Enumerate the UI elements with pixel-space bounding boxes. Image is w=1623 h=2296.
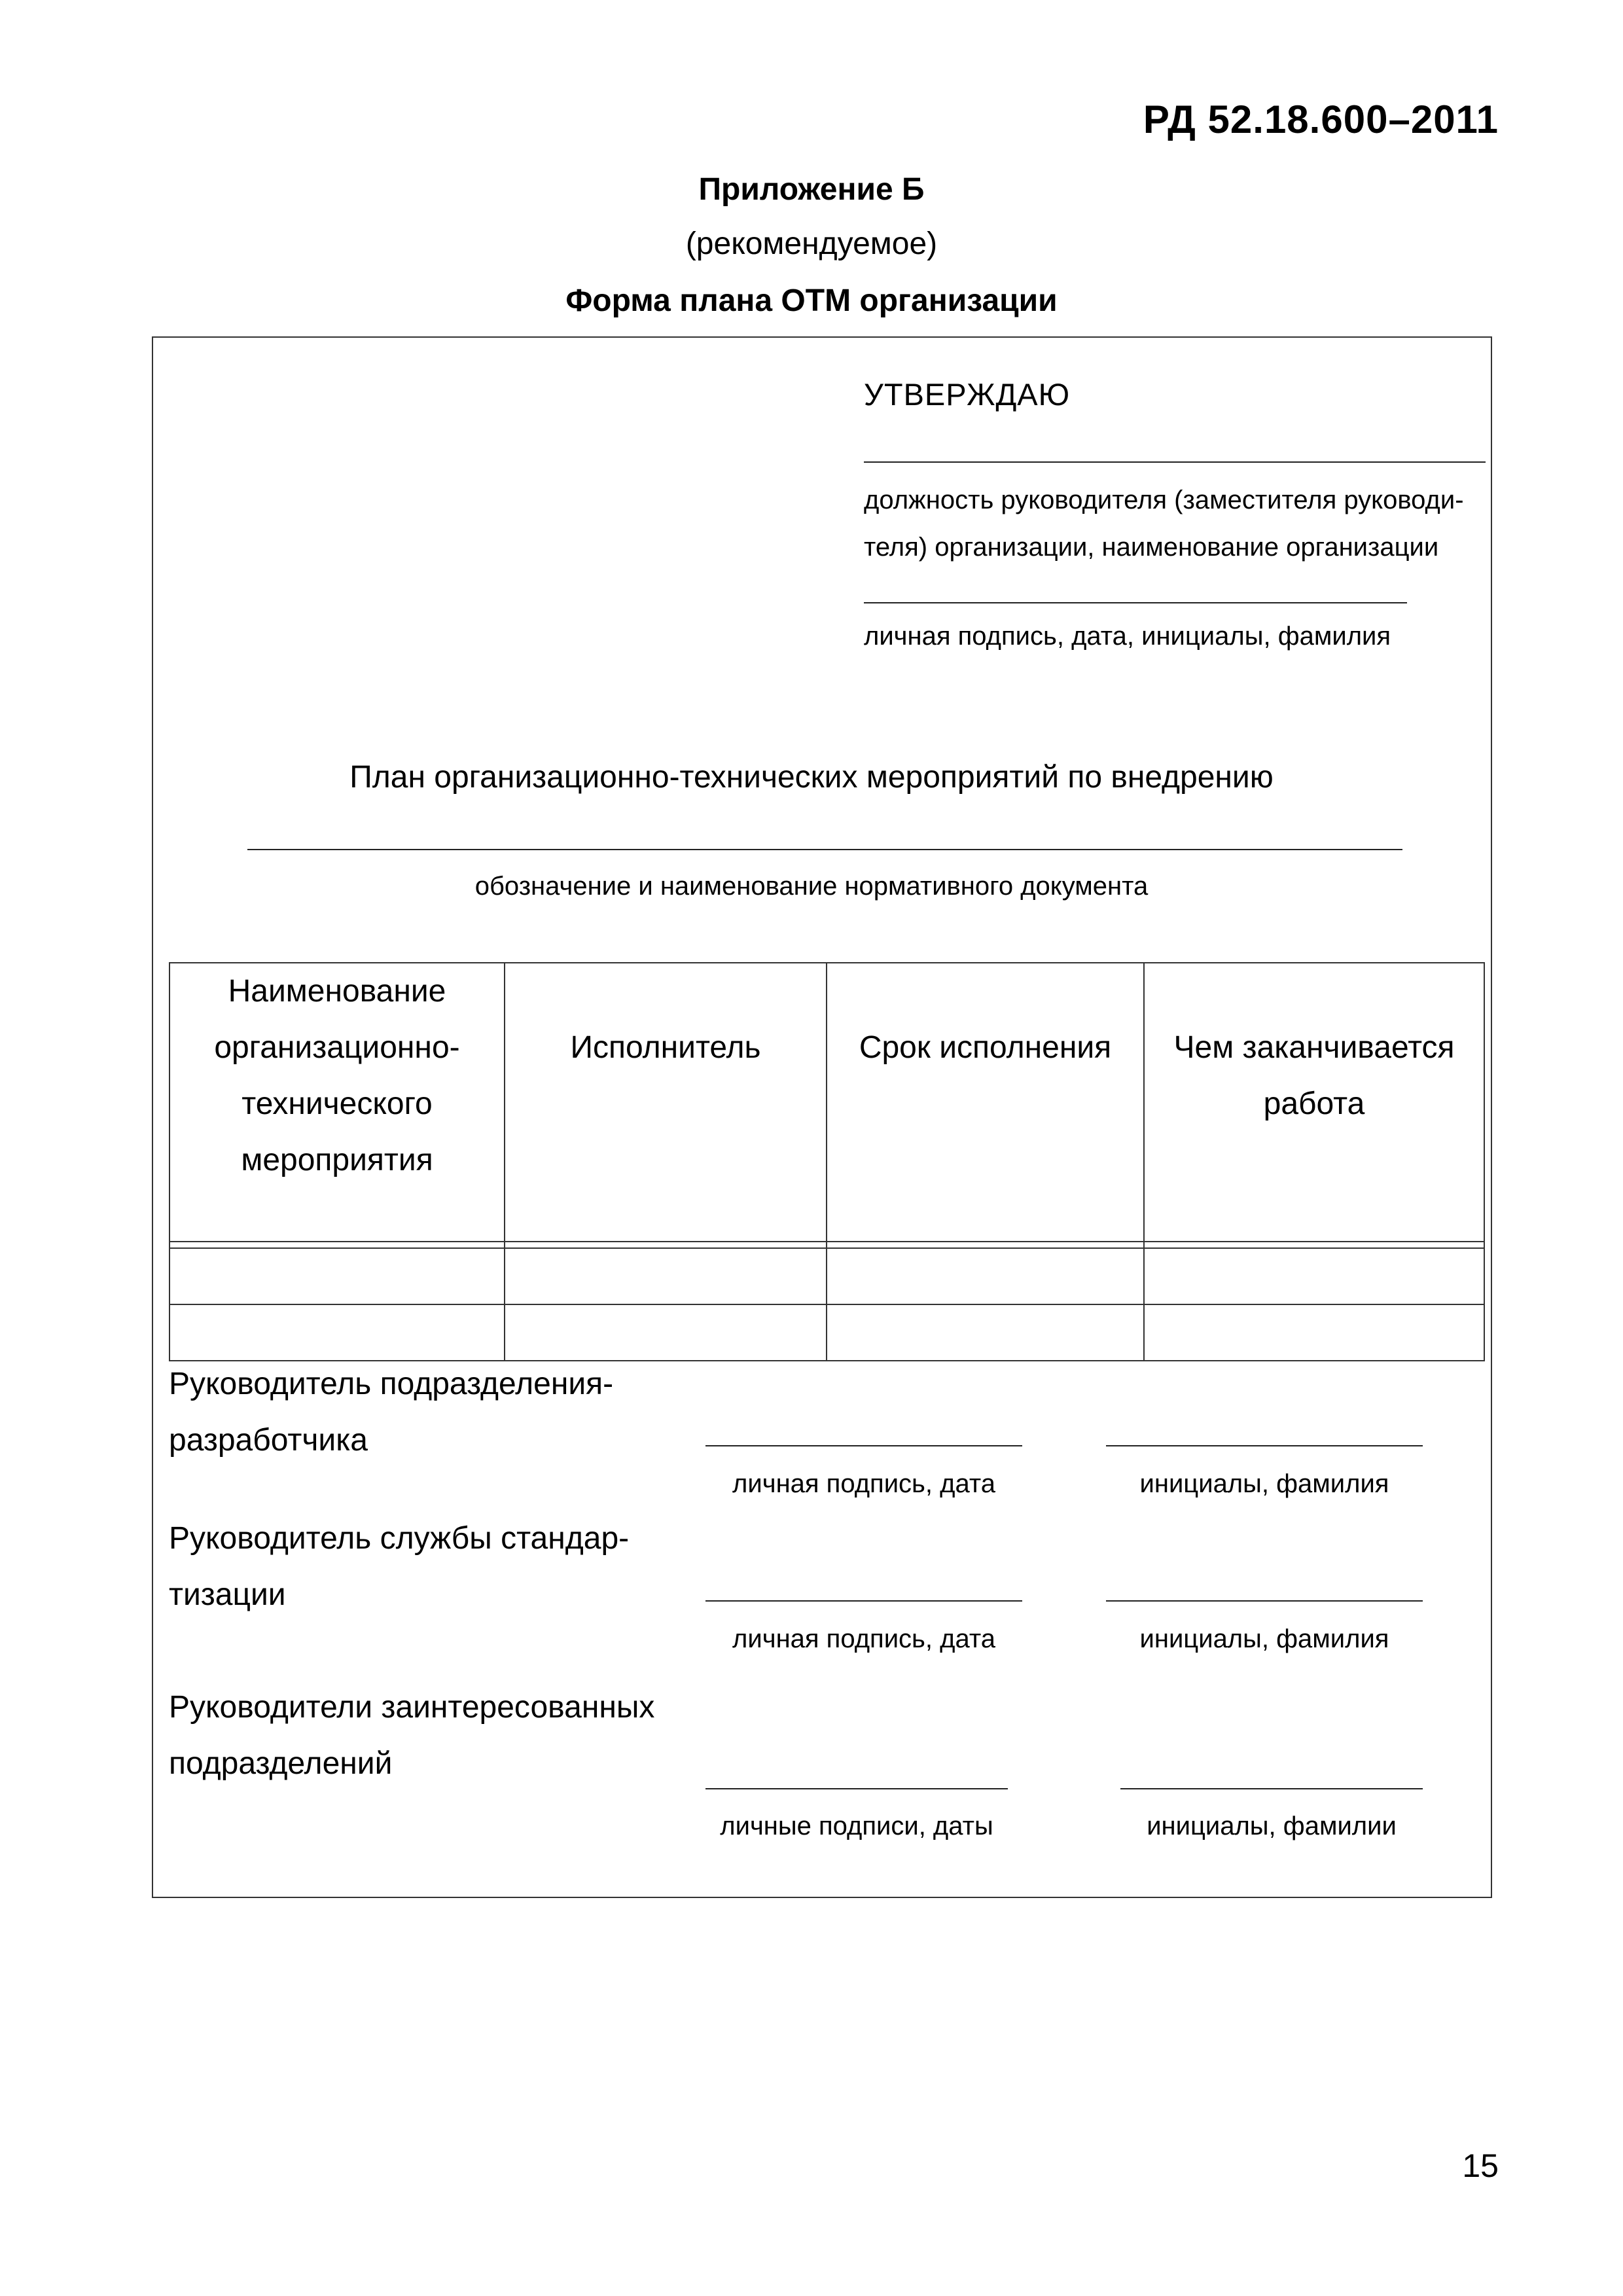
table-cell[interactable] xyxy=(169,1304,505,1361)
table-cell[interactable] xyxy=(169,1248,505,1304)
signature-line[interactable] xyxy=(705,1788,1008,1789)
document-name-line[interactable] xyxy=(247,849,1402,850)
approval-signature-caption: личная подпись, дата, инициалы, фамилия xyxy=(864,622,1391,651)
signature-caption: личная подпись, дата xyxy=(732,1469,995,1498)
table-cell[interactable] xyxy=(1144,1248,1484,1304)
name-line[interactable] xyxy=(1106,1600,1423,1602)
table-cell[interactable] xyxy=(827,1248,1144,1304)
signature-role: Руководитель службы стандар-тизации xyxy=(169,1521,630,1612)
signature-role: Руководители заинтересованных подразделений xyxy=(169,1690,655,1781)
appendix-title: Приложение Б xyxy=(698,172,925,207)
appendix-subtitle: (рекомендуемое) xyxy=(685,226,938,261)
document-name-caption: обозначение и наименование нормативного документа xyxy=(474,872,1149,901)
page-number: 15 xyxy=(1462,2147,1499,2184)
column-header: Чем заканчивается работа xyxy=(1144,963,1484,1242)
table-header-separator xyxy=(169,1242,1484,1248)
table-row xyxy=(169,1248,1484,1304)
approval-signature-line[interactable] xyxy=(864,602,1407,603)
name-line[interactable] xyxy=(1120,1788,1423,1789)
table-cell[interactable] xyxy=(505,1304,827,1361)
table-cell[interactable] xyxy=(1144,1304,1484,1361)
column-header: Наименование организационно-технического мероприятия xyxy=(169,963,505,1242)
signature-caption: личная подпись, дата xyxy=(732,1624,995,1653)
signature-role: Руководитель подразделения-разработчика xyxy=(169,1367,614,1458)
approval-position-caption: должность руководителя (заместителя руководи-теля) организации, наименование организации xyxy=(864,486,1464,562)
approval-label: УТВЕРЖДАЮ xyxy=(864,377,1071,412)
name-line[interactable] xyxy=(1106,1445,1423,1446)
table-cell[interactable] xyxy=(827,1304,1144,1361)
column-header: Срок исполнения xyxy=(827,963,1144,1242)
signature-caption: личные подписи, даты xyxy=(720,1812,993,1840)
signature-line[interactable] xyxy=(705,1445,1022,1446)
name-caption: инициалы, фамилии xyxy=(1147,1812,1397,1840)
table-row xyxy=(169,1304,1484,1361)
table-header-row xyxy=(169,963,1484,1242)
plan-title: План организационно-технических мероприятий по внедрению xyxy=(349,760,1274,795)
measures-table xyxy=(169,962,1485,1361)
table-cell[interactable] xyxy=(505,1248,827,1304)
approval-position-line[interactable] xyxy=(864,461,1486,463)
name-caption: инициалы, фамилия xyxy=(1139,1624,1389,1653)
signature-line[interactable] xyxy=(705,1600,1022,1602)
column-header: Исполнитель xyxy=(505,963,827,1242)
form-title: Форма плана ОТМ организации xyxy=(565,283,1058,318)
name-caption: инициалы, фамилия xyxy=(1139,1469,1389,1498)
document-code: РД 52.18.600–2011 xyxy=(1143,98,1499,141)
